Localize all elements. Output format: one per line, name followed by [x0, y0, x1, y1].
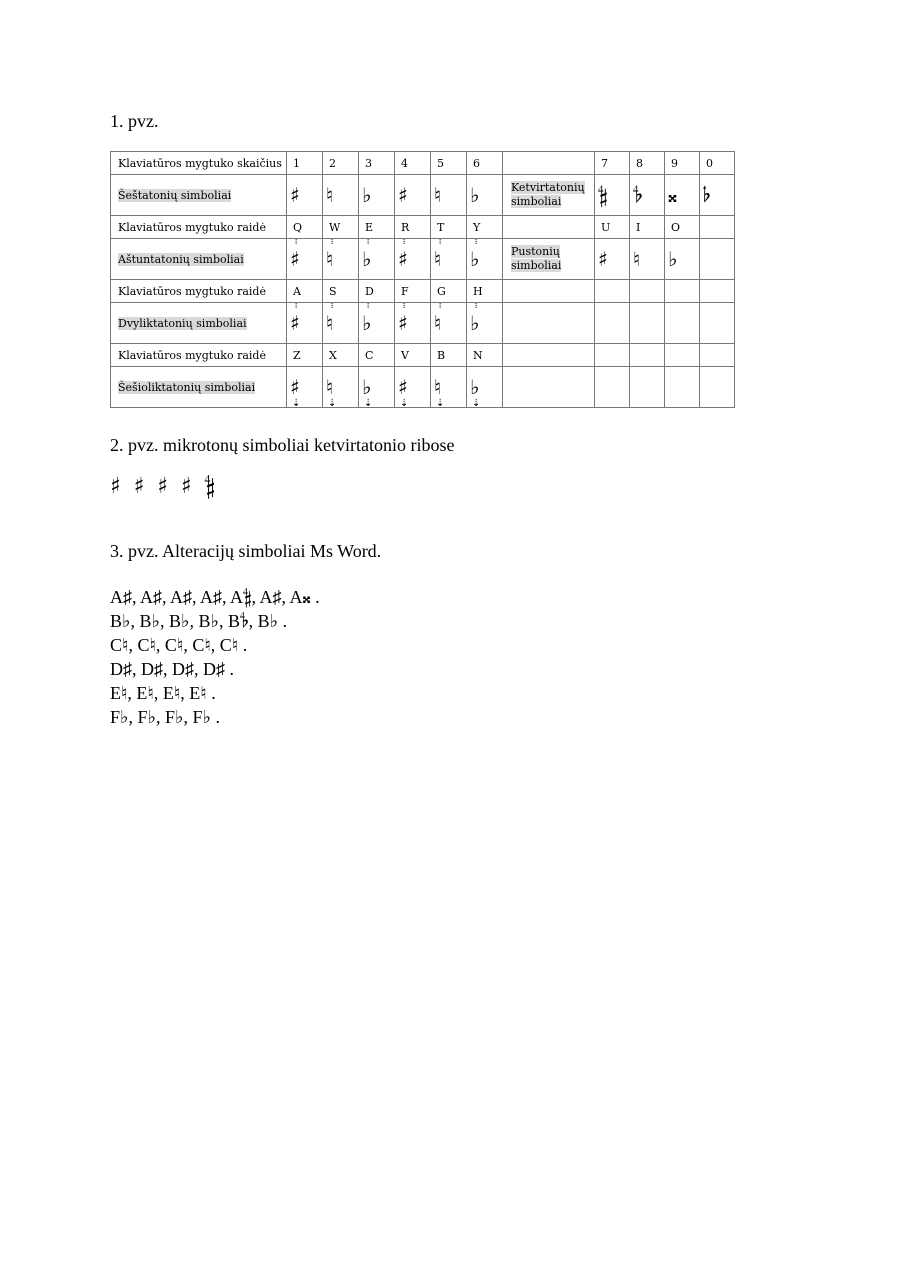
table-cell	[700, 216, 735, 239]
group-label-cell	[503, 175, 595, 216]
group-label: Ketvirtatonių simboliai	[511, 181, 585, 208]
row-label-cell	[111, 216, 287, 239]
table-cell	[323, 175, 359, 216]
key-label: B	[437, 348, 446, 362]
row-label: Šeštatonių simboliai	[118, 188, 232, 202]
alteration-line-c: C♮, C♮, C♮, C♮, C♮ .	[110, 635, 248, 655]
table-cell	[467, 175, 503, 216]
table-cell	[431, 175, 467, 216]
table-cell	[287, 280, 323, 303]
table-cell	[700, 303, 735, 344]
accidental-symbol: ♭	[470, 183, 480, 207]
key-label: T	[437, 220, 445, 234]
accidental-symbol: ♭	[362, 183, 372, 207]
table-cell	[287, 367, 323, 408]
table-cell	[395, 216, 431, 239]
table-cell	[700, 175, 735, 216]
row-label-cell	[111, 175, 287, 216]
row-label-cell	[111, 303, 287, 344]
row-label-cell	[111, 367, 287, 408]
example-1-heading: 1. pvz.	[110, 111, 159, 131]
table-row	[111, 175, 735, 216]
row-label: Klaviatūros mygtuko raidė	[118, 284, 266, 298]
example-2-heading: 2. pvz. mikrotonų simboliai ketvirtatonio ribose	[110, 435, 455, 455]
table-cell	[630, 175, 665, 216]
key-label: 0	[706, 156, 713, 170]
key-label: Y	[473, 220, 481, 234]
key-label: G	[437, 284, 446, 298]
table-cell	[395, 344, 431, 367]
row-label: Dvyliktatonių simboliai	[118, 316, 247, 330]
group-label-cell	[503, 239, 595, 280]
key-label: S	[329, 284, 337, 298]
accidental-symbol: ⇡ ♭	[362, 247, 371, 271]
accidental-symbol: ♯ ⇣	[290, 375, 300, 399]
table-cell	[287, 239, 323, 280]
table-cell	[665, 175, 700, 216]
table-row	[111, 344, 735, 367]
table-cell	[359, 367, 395, 408]
table-cell	[630, 280, 665, 303]
table-cell	[630, 239, 665, 280]
table-cell	[395, 367, 431, 408]
key-label: E	[365, 220, 374, 234]
quarter-tone-symbols: ♯ ♯ ♯ ♯ 𝄲	[110, 474, 218, 499]
accidental-symbol: ♯	[398, 183, 408, 207]
group-label-cell	[503, 344, 595, 367]
key-label: 4	[401, 156, 408, 170]
key-label: I	[636, 220, 641, 234]
row-label-cell	[111, 152, 287, 175]
row-label: Šešioliktatonių simboliai	[118, 380, 256, 394]
table-cell	[700, 280, 735, 303]
table-cell	[595, 175, 630, 216]
accidental-symbol: ⇡ ♮	[434, 311, 441, 335]
accidental-symbol: ♯	[598, 247, 608, 271]
table-cell	[467, 152, 503, 175]
table-cell	[431, 152, 467, 175]
accidental-symbol: ⇡ ♭	[470, 311, 479, 335]
table-cell	[287, 344, 323, 367]
alteration-list	[110, 585, 320, 729]
table-cell	[431, 367, 467, 408]
table-cell	[630, 303, 665, 344]
accidental-symbol: ♭ ⇣	[470, 375, 479, 399]
accidental-symbol: ⇡ ♯	[398, 311, 408, 335]
table-cell	[323, 280, 359, 303]
table-cell	[359, 280, 395, 303]
table-cell	[467, 239, 503, 280]
table-cell	[395, 152, 431, 175]
row-label: Aštuntatonių simboliai	[118, 252, 244, 266]
accidental-symbol: ⇡ ♯	[398, 247, 408, 271]
table-cell	[665, 239, 700, 280]
example-3-heading: 3. pvz. Alteracijų simboliai Ms Word.	[110, 541, 382, 561]
accidental-symbol: ⇡ ♭	[470, 247, 479, 271]
key-label: W	[329, 220, 341, 234]
accidental-symbol: ♮	[326, 183, 334, 207]
table-cell	[467, 216, 503, 239]
table-row	[111, 367, 735, 408]
table-cell	[359, 216, 395, 239]
accidental-symbol: ♮ ⇣	[434, 375, 441, 399]
table-cell	[665, 303, 700, 344]
table-cell	[323, 303, 359, 344]
accidental-symbol: 𝄳	[633, 183, 643, 207]
key-label: 2	[329, 156, 336, 170]
key-label: N	[473, 348, 483, 362]
group-label: Pustonių simboliai	[511, 245, 562, 272]
group-label-cell	[503, 152, 595, 175]
key-label: D	[365, 284, 374, 298]
row-label-cell	[111, 344, 287, 367]
row-label-cell	[111, 280, 287, 303]
key-label: O	[671, 220, 681, 234]
table-cell	[431, 239, 467, 280]
accidental-symbol: ♯	[290, 183, 300, 207]
table-cell	[359, 175, 395, 216]
alteration-line-d: D♯, D♯, D♯, D♯ .	[110, 659, 234, 679]
group-label-cell	[503, 367, 595, 408]
table-cell	[395, 175, 431, 216]
table-row	[111, 303, 735, 344]
table-cell	[595, 239, 630, 280]
alteration-line-e: E♮, E♮, E♮, E♮ .	[110, 683, 216, 703]
table-cell	[630, 216, 665, 239]
table-cell	[323, 344, 359, 367]
key-label: 7	[601, 156, 608, 170]
key-label: 3	[365, 156, 372, 170]
accidental-symbol: ♭ ⇣	[362, 375, 371, 399]
accidental-symbol: ⇡ ♯	[290, 247, 300, 271]
table-cell	[595, 367, 630, 408]
table-cell	[700, 344, 735, 367]
table-cell	[359, 152, 395, 175]
table-cell	[287, 152, 323, 175]
table-cell	[467, 344, 503, 367]
table-cell	[467, 280, 503, 303]
table-cell	[287, 175, 323, 216]
table-cell	[595, 344, 630, 367]
table-cell	[595, 152, 630, 175]
row-label: Klaviatūros mygtuko skaičius	[118, 156, 282, 170]
keyboard-symbols-table	[110, 151, 735, 408]
table-row	[111, 216, 735, 239]
table-cell	[395, 303, 431, 344]
accidental-symbol: ⇡ ♮	[326, 311, 333, 335]
row-label: Klaviatūros mygtuko raidė	[118, 348, 266, 362]
table-cell	[595, 280, 630, 303]
alteration-line-a: A♯, A♯, A♯, A♯, A𝄲, A♯, A𝄪 .	[110, 587, 320, 607]
key-label: U	[601, 220, 611, 234]
table-cell	[467, 367, 503, 408]
accidental-symbol: 𝄲	[598, 183, 608, 207]
table-cell	[665, 344, 700, 367]
group-label-cell	[503, 303, 595, 344]
table-row	[111, 152, 735, 175]
key-label: 6	[473, 156, 480, 170]
key-label: C	[365, 348, 374, 362]
table-cell	[287, 303, 323, 344]
table-cell	[700, 152, 735, 175]
table-cell	[431, 216, 467, 239]
accidental-symbol: ♯ ⇣	[398, 375, 408, 399]
table-cell	[665, 216, 700, 239]
table-cell	[395, 280, 431, 303]
table-row	[111, 280, 735, 303]
key-label: X	[329, 348, 337, 362]
table-cell	[665, 367, 700, 408]
table-cell	[467, 303, 503, 344]
table-cell	[700, 239, 735, 280]
accidental-symbol: ⇡ ♯	[290, 311, 300, 335]
key-label: A	[293, 284, 301, 298]
table-cell	[700, 367, 735, 408]
key-label: 8	[636, 156, 643, 170]
accidental-symbol: ⇡ ♮	[434, 247, 441, 271]
table-cell	[630, 344, 665, 367]
accidental-symbol: ♮ ⇣	[326, 375, 333, 399]
group-label-cell	[503, 280, 595, 303]
key-label: H	[473, 284, 483, 298]
accidental-symbol: 𝄬	[703, 183, 711, 207]
accidental-symbol: ♮	[434, 183, 442, 207]
table-cell	[431, 303, 467, 344]
row-label: Klaviatūros mygtuko raidė	[118, 220, 266, 234]
key-label: F	[401, 284, 409, 298]
table-cell	[359, 239, 395, 280]
key-label: Z	[293, 348, 301, 362]
key-label: 9	[671, 156, 678, 170]
key-label: R	[401, 220, 410, 234]
table-cell	[665, 280, 700, 303]
table-cell	[323, 152, 359, 175]
table-cell	[323, 216, 359, 239]
table-row	[111, 239, 735, 280]
accidental-symbol: ♮	[633, 247, 641, 271]
table-cell	[323, 367, 359, 408]
table-cell	[359, 303, 395, 344]
table-cell	[595, 216, 630, 239]
table-cell	[431, 344, 467, 367]
key-label: V	[401, 348, 409, 362]
table-cell	[359, 344, 395, 367]
table-cell	[630, 367, 665, 408]
key-label: 5	[437, 156, 444, 170]
row-label-cell	[111, 239, 287, 280]
accidental-symbol: ⇡ ♭	[362, 311, 371, 335]
table-cell	[595, 303, 630, 344]
table-cell	[395, 239, 431, 280]
table-cell	[665, 152, 700, 175]
table-cell	[431, 280, 467, 303]
table-cell	[630, 152, 665, 175]
accidental-symbol: ♭	[668, 247, 678, 271]
alteration-line-f: F♭, F♭, F♭, F♭ .	[110, 707, 221, 727]
key-label: 1	[293, 156, 300, 170]
accidental-symbol: 𝄪	[668, 183, 677, 207]
key-label: Q	[293, 220, 303, 234]
table-cell	[323, 239, 359, 280]
table-cell	[287, 216, 323, 239]
alteration-line-b: B♭, B♭, B♭, B♭, B𝄳, B♭ .	[110, 611, 288, 631]
group-label-cell	[503, 216, 595, 239]
accidental-symbol: ⇡ ♮	[326, 247, 333, 271]
